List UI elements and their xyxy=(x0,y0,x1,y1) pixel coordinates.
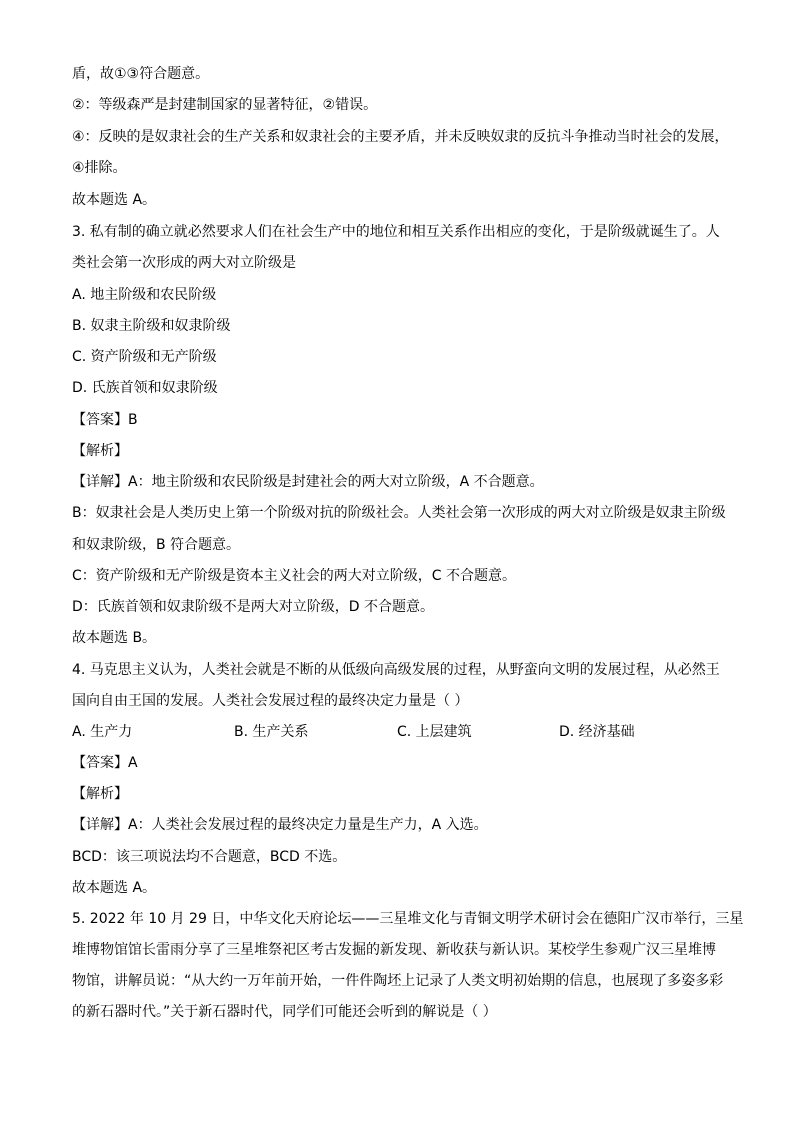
text-line: 故本题选 A。 xyxy=(72,192,157,208)
q4-option-b: B. 生产关系 xyxy=(234,724,309,740)
text-line: BCD：该三项说法均不合题意，BCD 不选。 xyxy=(72,849,347,865)
option-a: A. 地主阶级和农民阶级 xyxy=(72,287,217,303)
text-line: 和奴隶阶级，B 符合题意。 xyxy=(72,537,241,553)
question-5-stem: 堆博物馆馆长雷雨分享了三星堆祭祀区考古发掘的新发现、新收获与新认识。某校学生参观广汉三星堆博 xyxy=(72,942,716,958)
question-4-stem: 4. 马克思主义认为，人类社会就是不断的从低级向高级发展的过程，从野蛮向文明的发展过程，从必然王 xyxy=(72,662,720,678)
option-b: B. 奴隶主阶级和奴隶阶级 xyxy=(72,318,231,334)
analysis-label: 【解析】 xyxy=(72,786,128,802)
text-line: 【详解】A：人类社会发展过程的最终决定力量是生产力，A 入选。 xyxy=(72,817,488,833)
text-line: C：资产阶级和无产阶级是资本主义社会的两大对立阶级，C 不合题意。 xyxy=(72,568,516,584)
q4-option-d: D. 经济基础 xyxy=(559,724,635,740)
text-line: 故本题选 A。 xyxy=(72,880,157,896)
text-line: 故本题选 B。 xyxy=(72,630,157,646)
option-d: D. 氏族首领和奴隶阶级 xyxy=(72,380,218,396)
text-line: 【详解】A：地主阶级和农民阶级是封建社会的两大对立阶级，A 不合题意。 xyxy=(72,474,544,490)
answer-label: 【答案】B xyxy=(72,412,138,428)
q4-option-c: C. 上层建筑 xyxy=(397,724,472,740)
text-line: 盾，故①③符合题意。 xyxy=(72,66,210,82)
question-5-stem: 5. 2022 年 10 月 29 日，中华文化天府论坛——三星堆文化与青铜文明学术研讨会在德阳广汉市举行，三星 xyxy=(72,911,744,927)
question-4-stem: 国向自由王国的发展。人类社会发展过程的最终决定力量是（ ） xyxy=(72,693,469,709)
question-5-stem: 物馆，讲解员说：“从大约一万年前开始，一件件陶坯上记录了人类文明初始期的信息，也展现了多姿多彩 xyxy=(72,973,724,989)
text-line: ②：等级森严是封建制国家的显著特征，②错误。 xyxy=(72,97,378,113)
question-3-stem: 3. 私有制的确立就必然要求人们在社会生产中的地位和相互关系作出相应的变化，于是阶级就诞生了。人 xyxy=(72,224,720,240)
question-3-stem: 类社会第一次形成的两大对立阶级是 xyxy=(72,255,296,271)
option-c: C. 资产阶级和无产阶级 xyxy=(72,349,217,365)
text-line: D：氏族首领和奴隶阶级不是两大对立阶级，D 不合题意。 xyxy=(72,599,435,615)
question-5-stem: 的新石器时代。”关于新石器时代，同学们可能还会听到的解说是（ ） xyxy=(72,1004,497,1020)
answer-label: 【答案】A xyxy=(72,755,138,771)
text-line: B：奴隶社会是人类历史上第一个阶级对抗的阶级社会。人类社会第一次形成的两大对立阶级是奴隶主阶级 xyxy=(72,505,726,521)
q4-option-a: A. 生产力 xyxy=(72,724,133,740)
text-line: ④排除。 xyxy=(72,160,127,176)
text-line: ④：反映的是奴隶社会的生产关系和奴隶社会的主要矛盾，并未反映奴隶的反抗斗争推动当时社会的发展， xyxy=(72,129,729,145)
analysis-label: 【解析】 xyxy=(72,443,128,459)
